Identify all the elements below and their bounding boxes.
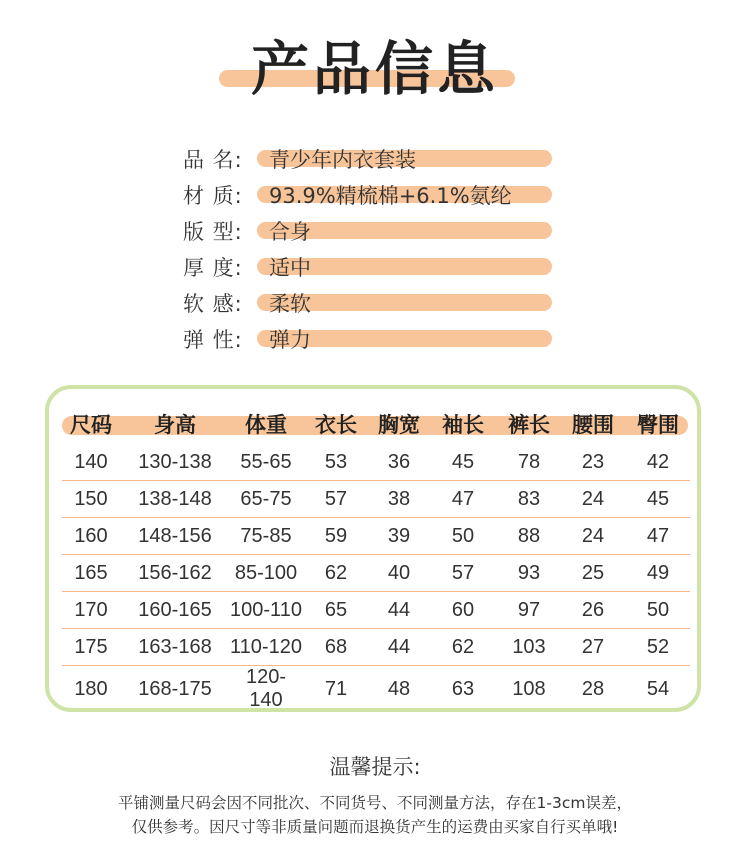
table-cell: 57: [324, 487, 348, 510]
column-header: 衣长: [315, 413, 357, 437]
column-header: 体重: [245, 413, 287, 437]
table-cell: 85-100: [234, 561, 298, 584]
info-value: 弹力: [269, 328, 311, 352]
table-cell: 62: [324, 561, 348, 584]
tips-line: 平铺测量尺码会因不同批次、不同货号、不同测量方法，存在1-3cm误差，: [118, 794, 632, 812]
info-value: 柔软: [269, 292, 311, 316]
table-cell: 170: [74, 598, 108, 621]
title-section: [0, 18, 750, 103]
table-cell: 130-138: [138, 450, 212, 473]
info-value: 合身: [269, 220, 311, 244]
table-cell: 160: [74, 524, 108, 547]
size-table: [62, 404, 690, 712]
table-cell: 50: [646, 598, 670, 621]
table-cell: 45: [451, 450, 475, 473]
table-cell: 38: [387, 487, 411, 510]
column-header: 裤长: [508, 413, 550, 437]
table-cell: 110-120: [230, 635, 302, 658]
table-cell: 83: [517, 487, 541, 510]
table-cell: 25: [581, 561, 605, 584]
table-cell: 103: [512, 635, 546, 658]
table-cell: 140: [74, 450, 108, 473]
table-cell: 63: [451, 677, 475, 700]
table-cell: 59: [324, 524, 348, 547]
table-cell: 108: [512, 677, 546, 700]
table-cell: 54: [646, 677, 670, 700]
info-row-material: [183, 178, 563, 214]
info-row-elasticity: [183, 322, 563, 358]
table-cell: 45: [646, 487, 670, 510]
table-cell: 24: [581, 487, 605, 510]
info-label: 弹 性:: [183, 328, 243, 352]
table-cell: 120-140: [245, 666, 287, 711]
table-cell: 44: [387, 598, 411, 621]
table-cell: 156-162: [138, 561, 212, 584]
table-cell: 180: [74, 677, 108, 700]
table-cell: 53: [324, 450, 348, 473]
table-cell: 52: [646, 635, 670, 658]
info-value: 青少年内衣套装: [269, 148, 416, 172]
table-cell: 65-75: [240, 487, 292, 510]
table-row: [62, 629, 690, 666]
table-cell: 148-156: [138, 524, 212, 547]
table-cell: 26: [581, 598, 605, 621]
table-cell: 50: [451, 524, 475, 547]
column-header: 臀围: [637, 413, 679, 437]
table-cell: 175: [74, 635, 108, 658]
table-cell: 47: [451, 487, 475, 510]
table-cell: 163-168: [138, 635, 212, 658]
table-cell: 40: [387, 561, 411, 584]
info-row-name: [183, 142, 563, 178]
table-cell: 44: [387, 635, 411, 658]
table-cell: 55-65: [240, 450, 292, 473]
table-cell: 28: [581, 677, 605, 700]
table-row: [62, 481, 690, 518]
table-cell: 48: [387, 677, 411, 700]
info-row-softness: [183, 286, 563, 322]
column-header: 腰围: [572, 413, 614, 437]
info-row-fit: [183, 214, 563, 250]
table-cell: 39: [387, 524, 411, 547]
table-cell: 27: [581, 635, 605, 658]
tips-text: [0, 791, 750, 839]
table-cell: 165: [74, 561, 108, 584]
tips-line: 仅供参考。因尺寸等非质量问题而退换货产生的运费由买家自行买单哦!: [131, 818, 619, 836]
info-value: 93.9%精梳棉+6.1%氨纶: [269, 184, 512, 208]
table-cell: 78: [517, 450, 541, 473]
column-header: 胸宽: [378, 413, 420, 437]
table-row: [62, 444, 690, 481]
table-row: [62, 518, 690, 555]
table-row: [62, 555, 690, 592]
table-cell: 138-148: [138, 487, 212, 510]
table-cell: 71: [324, 677, 348, 700]
table-cell: 47: [646, 524, 670, 547]
page-title: 产品信息: [250, 35, 499, 103]
table-row: [62, 666, 690, 713]
table-cell: 24: [581, 524, 605, 547]
table-cell: 93: [517, 561, 541, 584]
column-header: 袖长: [442, 413, 484, 437]
info-row-thickness: [183, 250, 563, 286]
table-cell: 60: [451, 598, 475, 621]
table-cell: 62: [451, 635, 475, 658]
table-cell: 65: [324, 598, 348, 621]
table-cell: 23: [581, 450, 605, 473]
table-cell: 75-85: [240, 524, 292, 547]
info-label: 厚 度:: [183, 256, 243, 280]
table-cell: 88: [517, 524, 541, 547]
column-header: 尺码: [70, 413, 112, 437]
table-header-row: [62, 404, 690, 444]
table-cell: 100-110: [230, 598, 302, 621]
table-cell: 49: [646, 561, 670, 584]
table-cell: 57: [451, 561, 475, 584]
table-cell: 36: [387, 450, 411, 473]
info-label: 材 质:: [183, 184, 243, 208]
table-cell: 97: [517, 598, 541, 621]
table-cell: 150: [74, 487, 108, 510]
table-cell: 168-175: [138, 677, 212, 700]
table-row: [62, 592, 690, 629]
info-label: 品 名:: [183, 148, 243, 172]
info-label: 版 型:: [183, 220, 243, 244]
table-cell: 68: [324, 635, 348, 658]
info-value: 适中: [269, 256, 311, 280]
product-info-list: [183, 142, 563, 358]
tips-title: 温馨提示:: [329, 755, 421, 779]
table-cell: 160-165: [138, 598, 212, 621]
table-cell: 42: [646, 450, 670, 473]
column-header: 身高: [154, 413, 196, 437]
info-label: 软 感:: [183, 292, 243, 316]
